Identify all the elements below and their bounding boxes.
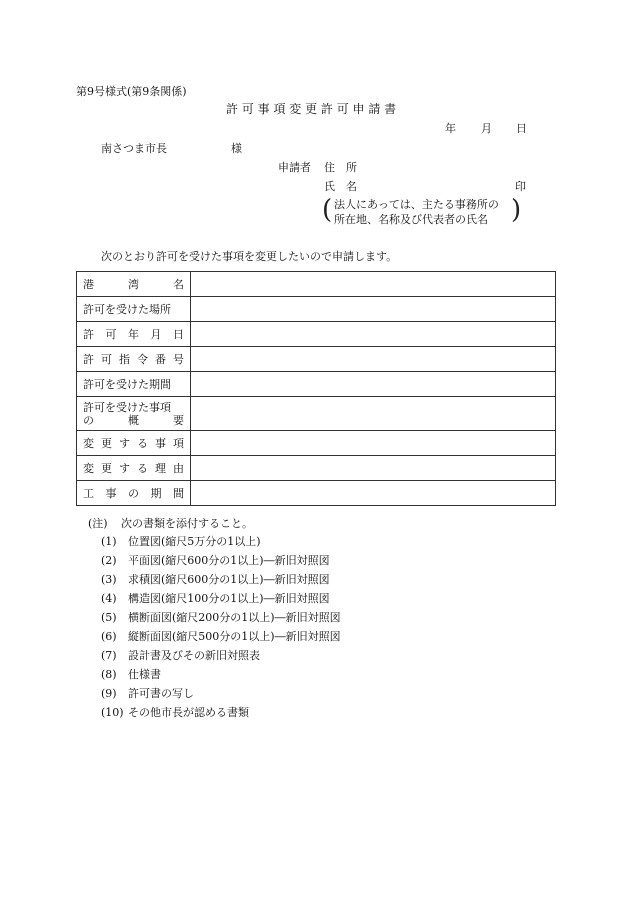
applicant-label: 申請者: [278, 161, 311, 174]
note-number: (8): [101, 668, 117, 681]
notes-mark: (注): [88, 517, 108, 530]
table-row: [77, 322, 556, 347]
row-label: 許可を受けた期間: [77, 372, 191, 397]
note-text: 横断面図(縮尺200分の1以上)―新旧対照図: [128, 611, 341, 624]
date-year-label: 年: [445, 122, 456, 135]
row-label: 許可を受けた場所: [77, 297, 191, 322]
row-label: 工 事 の 期 間: [77, 481, 191, 506]
note-number: (6): [101, 630, 117, 643]
table-row: [77, 456, 556, 481]
note-text: 設計書及びその新旧対照表: [128, 649, 260, 662]
addressee-name: 南さつま市長: [101, 142, 167, 155]
table-row: [77, 347, 556, 372]
seal-mark: 印: [515, 180, 526, 193]
row-value-field[interactable]: [191, 456, 556, 481]
note-item: [101, 687, 194, 701]
applicant-note-line2: 所在地、名称及び代表者の氏名: [334, 213, 488, 226]
table-row: [77, 481, 556, 506]
addressee-honorific: 様: [231, 142, 242, 155]
row-label: 許可を受けた事項 の 概 要: [77, 397, 191, 431]
note-open-bracket: (: [322, 195, 333, 225]
note-number: (7): [101, 649, 117, 662]
row-value-field[interactable]: [191, 431, 556, 456]
note-text: 仕様書: [128, 668, 161, 681]
row-label: 変 更 す る 理 由: [77, 456, 191, 481]
date-month-label: 月: [481, 122, 492, 135]
row-value-field[interactable]: [191, 397, 556, 431]
applicant-name-label: 氏 名: [324, 180, 357, 193]
note-text: 求積図(縮尺600分の1以上)―新旧対照図: [128, 573, 330, 586]
row-label: 変 更 す る 事 項: [77, 431, 191, 456]
note-text: 平面図(縮尺600分の1以上)―新旧対照図: [128, 554, 330, 567]
date-day-label: 日: [516, 122, 527, 135]
applicant-address-label: 住 所: [324, 161, 357, 174]
notes-heading: 次の書類を添付すること。: [121, 517, 253, 530]
note-item: [101, 592, 330, 606]
note-number: (10): [101, 706, 124, 719]
note-item: [101, 706, 249, 720]
note-text: 縦断面図(縮尺500分の1以上)―新旧対照図: [128, 630, 341, 643]
row-label: 港 湾 名: [77, 272, 191, 297]
note-item: [101, 554, 330, 568]
row-label: 許 可 指 令 番 号: [77, 347, 191, 372]
applicant-note-line1: 法人にあっては、主たる事務所の: [334, 198, 499, 211]
note-number: (1): [101, 535, 117, 548]
table-row: [77, 397, 556, 431]
note-text: 許可書の写し: [128, 687, 194, 700]
row-value-field[interactable]: [191, 481, 556, 506]
note-close-bracket: ): [511, 195, 522, 225]
note-item: [101, 573, 330, 587]
application-table: [76, 271, 556, 506]
note-number: (4): [101, 592, 117, 605]
note-item: [101, 630, 341, 644]
form-number: 第9号様式(第9条関係): [76, 85, 187, 98]
table-row: [77, 372, 556, 397]
note-text: その他市長が認める書類: [128, 706, 249, 719]
note-item: [101, 649, 260, 663]
row-value-field[interactable]: [191, 347, 556, 372]
row-value-field[interactable]: [191, 322, 556, 347]
row-value-field[interactable]: [191, 372, 556, 397]
intro-text: 次のとおり許可を受けた事項を変更したいので申請します。: [101, 250, 398, 263]
row-value-field[interactable]: [191, 272, 556, 297]
note-number: (3): [101, 573, 117, 586]
table-row: [77, 431, 556, 456]
row-value-field[interactable]: [191, 297, 556, 322]
table-row: [77, 297, 556, 322]
note-number: (9): [101, 687, 117, 700]
note-item: [101, 535, 261, 549]
note-number: (2): [101, 554, 117, 567]
row-label: 許 可 年 月 日: [77, 322, 191, 347]
note-item: [101, 611, 341, 625]
note-text: 位置図(縮尺5万分の1以上): [128, 535, 261, 548]
note-number: (5): [101, 611, 117, 624]
note-item: [101, 668, 161, 682]
note-text: 構造図(縮尺100分の1以上)―新旧対照図: [128, 592, 330, 605]
document-title: 許 可 事 項 変 更 許 可 申 請 書: [226, 102, 397, 116]
table-row: [77, 272, 556, 297]
